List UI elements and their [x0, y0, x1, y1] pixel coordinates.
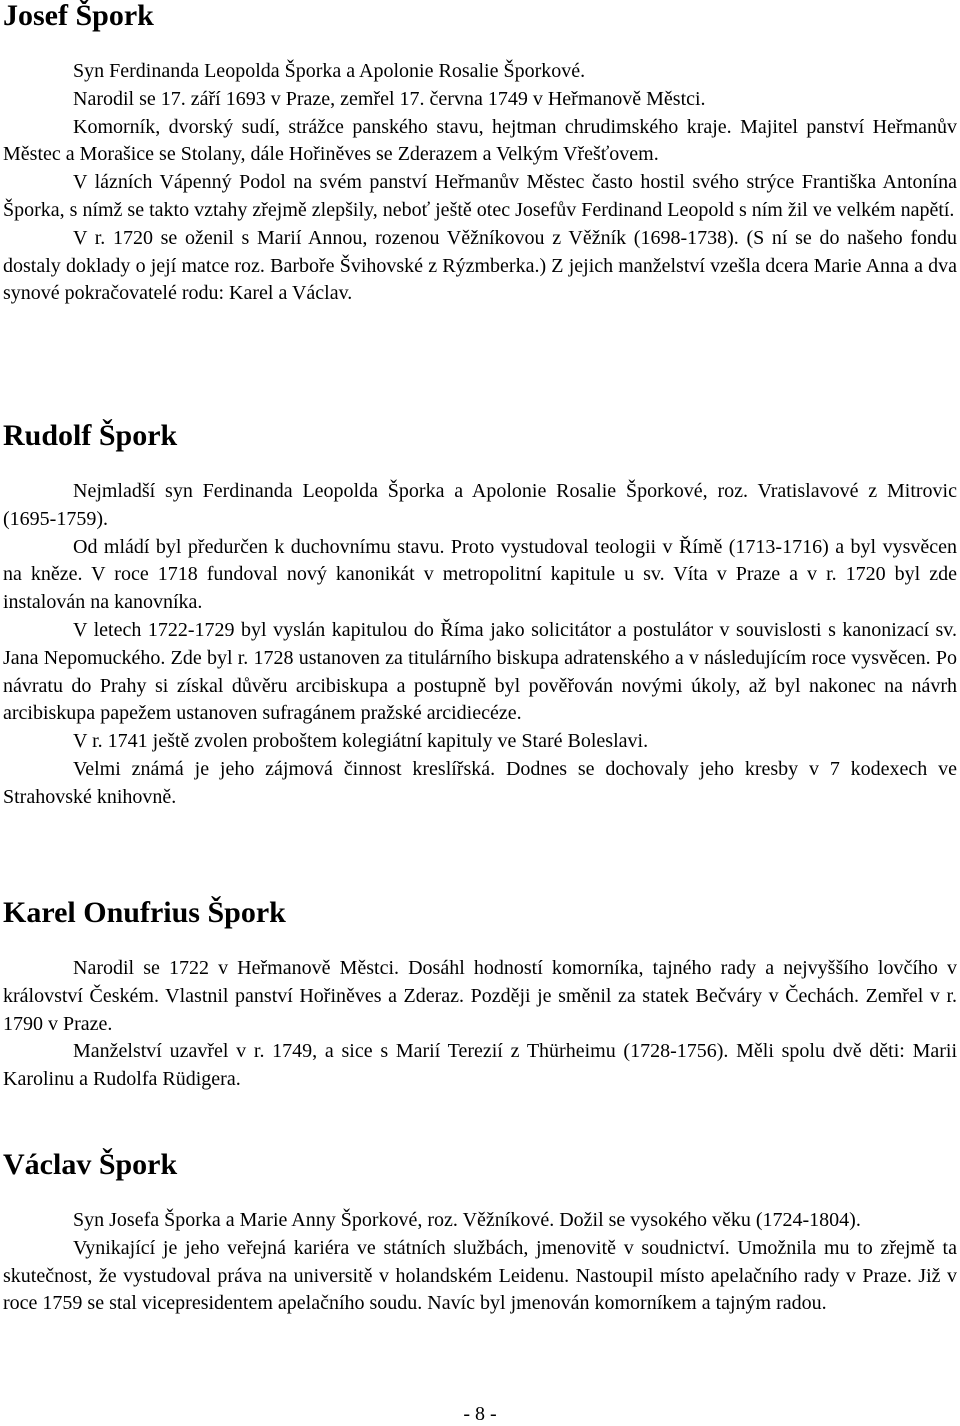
section-vaclav-spork	[0, 1148, 957, 1318]
paragraph: Vynikající je jeho veřejná kariéra ve státních službách, jmenovitě v soudnictví. Umožnila mu to zřejmě ta skutečnost, že vystudoval práva na universitě v holandském Leidenu. Nastoupil místo apelačního rady v Praze. Již v roce 1759 se stal vicepresidentem apelačního soudu. Navíc byl jmenován komorníkem a tajným radou.	[3, 1236, 957, 1315]
paragraph: Manželství uzavřel v r. 1749, a sice s Marií Terezií z Thürheimu (1728-1756). Měli spolu dvě děti: Marii Karolinu a Rudolfa Rüdigera.	[3, 1040, 957, 1091]
section-heading: Karel Onufrius Špork	[3, 896, 286, 929]
section-heading: Josef Špork	[3, 0, 154, 32]
paragraph: V r. 1720 se oženil s Marií Annou, rozenou Věžníkovou z Věžník (1698-1738). (S ní se do našeho fondu dostaly doklady o její matce roz. Barboře Švihovské z Rýzmberka.) Z jejich manželství vzešla dcera Marie Anna a dva synové pokračovatelé rodu: Karel a Václav.	[3, 226, 957, 305]
paragraph: Od mládí byl předurčen k duchovnímu stavu. Proto vystudoval teologii v Římě (1713-1716) a byl vysvěcen na kněze. V roce 1718 fundoval nový kanonikát v metropolitní kapitule u sv. Víta v Praze a v r. 1720 byl zde instalován na kanovníka.	[3, 535, 957, 614]
section-body	[3, 955, 957, 1094]
paragraph: V lázních Vápenný Podol na svém panství Heřmanův Městec často hostil svého strýce Františka Antonína Šporka, s nímž se takto vztahy zřejmě zlepšily, neboť ještě otec Josefův Ferdinand Leopold s ním žil ve velkém napětí.	[3, 171, 957, 221]
paragraph: Syn Ferdinanda Leopolda Šporka a Apolonie Rosalie Šporkové.	[73, 60, 586, 82]
section-josef-spork	[0, 2, 957, 308]
section-rudolf-spork	[0, 419, 957, 812]
paragraph: V letech 1722-1729 byl vyslán kapitulou do Říma jako solicitátor a postulátor v souvislosti s kanonizací sv. Jana Nepomuckého. Zde byl r. 1728 ustanoven za titulárního biskupa adratenského a v následujícím roce vysvěcen. Po návratu do Prahy si získal důvěru arcibiskupa a postupně byl pověřován novými úkoly, až byl nakonec na návrh arcibiskupa papežem ustanoven sufragánem pražské arcidiecéze.	[3, 618, 957, 725]
paragraph: Velmi známá je jeho zájmová činnost kreslířská. Dodnes se dochovaly jeho kresby v 7 kodexech ve Strahovské knihovně.	[3, 757, 957, 808]
section-body	[3, 478, 957, 812]
section-karel-onufrius-spork	[0, 896, 957, 1094]
paragraph: Narodil se 1722 v Heřmanově Městci. Dosáhl hodností komorníka, tajného rady a nejvyššího lovčího v království Českém. Vlastnil panství Hořiněves a Zderaz. Později je směnil za statek Bečváry v Čechách. Zemřel v r. 1790 v Praze.	[3, 957, 957, 1035]
section-heading: Rudolf Špork	[3, 419, 178, 452]
paragraph: Komorník, dvorský sudí, strážce panského stavu, hejtman chrudimského kraje. Majitel panství Heřmanův Městec a Morašice se Stolany, dále Hořiněves se Zderazem a Velkým Vřešťovem.	[3, 115, 957, 166]
paragraph: Syn Josefa Šporka a Marie Anny Šporkové, roz. Věžníkové. Dožil se vysokého věku (1724-1804).	[73, 1209, 861, 1231]
section-body	[3, 58, 957, 308]
page-number: - 8 -	[463, 1403, 497, 1425]
paragraph: Nejmladší syn Ferdinanda Leopolda Šporka a Apolonie Rosalie Šporkové, roz. Vratislavové z Mitrovic (1695-1759).	[3, 480, 957, 530]
section-heading: Václav Špork	[3, 1148, 178, 1181]
paragraph: V r. 1741 ještě zvolen proboštem kolegiátní kapituly ve Staré Boleslavi.	[73, 730, 649, 753]
section-body	[3, 1207, 957, 1318]
paragraph: Narodil se 17. září 1693 v Praze, zemřel 17. června 1749 v Heřmanově Městci.	[73, 87, 706, 110]
